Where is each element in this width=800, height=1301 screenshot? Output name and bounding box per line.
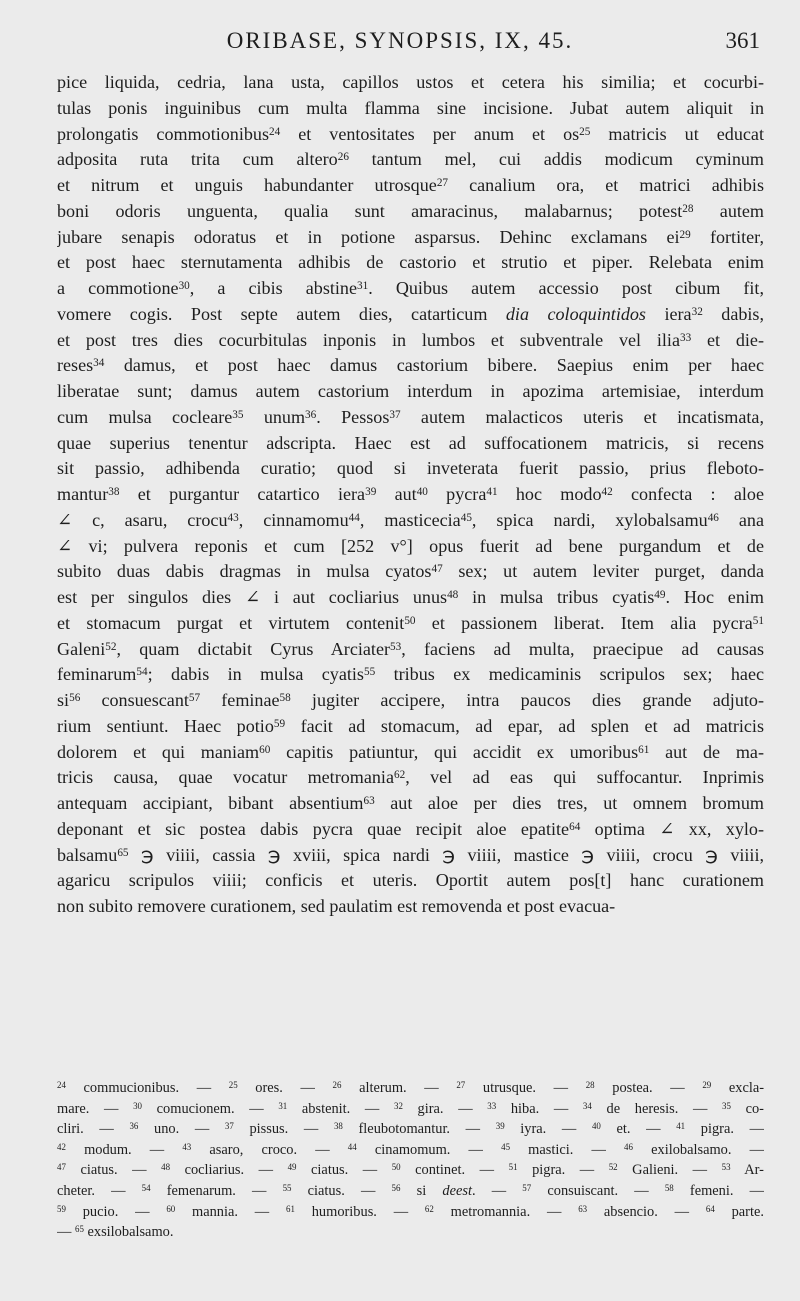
text-line: et stomacum purgat et virtutem contenit$^{50}$ et passionem liberat. Item alia pycra$^{51}$ bbox=[57, 612, 764, 633]
text-line: quae superius tenentur adscripta. Haec est ad suffocationem matricis, si recens bbox=[57, 432, 764, 453]
running-head: ORIBASE, SYNOPSIS, IX, 45. bbox=[226, 28, 574, 53]
text-line: sit passio, adhibenda curatio; quod si inveterata fuerit passio, prius fleboto- bbox=[57, 458, 764, 479]
text-line: et post haec sternutamenta adhibis de castorio et strutio et piper. Relebata enim bbox=[57, 252, 764, 273]
text-line: et post tres dies cocurbitulas inponis in lumbos et subventrale vel ilia$^{33}$ et die- bbox=[57, 329, 764, 350]
text-line: feminarum$^{54}$; dabis in mulsa cyatis$^{55}$ tribus ex medicaminis scripulos sex; haec bbox=[57, 664, 764, 685]
text-line: balsamu$^{65}$ ℈ viiii, cassia ℈ xviii, spica nardi ℈ viiii, mastice ℈ viiii, crocu ℈ viiii, bbox=[57, 844, 764, 865]
text-line: pice liquida, cedria, lana usta, capillos ustos et cetera his similia; et cocurbi- bbox=[57, 72, 764, 92]
footnotes-apparatus bbox=[57, 1078, 764, 1243]
footnote-line: mare. — $^{30}$ comucionem. — $^{31}$ abstenit. — $^{32}$ gira. — $^{33}$ hiba. — $^{34}$ de heresis. — $^{35}$ co- bbox=[57, 1100, 764, 1117]
text-line: ∠ vi; pulvera reponis et cum [252 v°] opus fuerit ad bene purgandum et de bbox=[57, 535, 764, 556]
text-line: deponant et sic postea dabis pycra quae recipit aloe epatite$^{64}$ optima ∠ xx, xylo- bbox=[57, 818, 764, 839]
text-line: jubare senapis odoratus et in potione asparsus. Dehinc exclamans $ei^{29}$ fortiter, bbox=[57, 226, 764, 247]
text-line: subito duas dabis dragmas in mulsa cyatos$^{47}$ sex; ut autem leviter purget, danda bbox=[57, 561, 764, 582]
footnote-line: cliri. — $^{36}$ uno. — $^{37}$ pissus. — $^{38}$ fleubotomantur. — $^{39}$ iyra. — $^{40}$ et. — $^{41}$ pigra. — bbox=[57, 1121, 764, 1138]
text-line: adposita ruta trita cum altero$^{26}$ tantum mel, cui addis modicum cyminum bbox=[57, 149, 764, 170]
text-line: non subito removere curationem, sed paulatim est removenda et post evacua- bbox=[57, 896, 616, 916]
text-line: cum mulsa cocleare$^{35}$ unum$^{36}$. Pessos$^{37}$ autem malacticos uteris et incatismata, bbox=[57, 406, 764, 427]
text-line: a commotione$^{30}$, a cibis abstine$^{31}$. Quibus autem accessio post cibum fit, bbox=[57, 278, 764, 298]
text-line: tricis causa, quae vocatur metromania$^{62}$, vel ad eas qui suffocantur. Inprimis bbox=[57, 767, 764, 788]
text-line: $si^{56}$ consuescant$^{57}$ feminae$^{58}$ jugiter accipere, intra paucos dies grande adjuto- bbox=[57, 690, 764, 710]
footnote-line: $^{42}$ modum. — $^{43}$ asaro, croco. — $^{44}$ cinamomum. — $^{45}$ mastici. — $^{46}$ exilobalsamo. — bbox=[57, 1141, 764, 1158]
text-line: rium sentiunt. Haec potio$^{59}$ facit ad stomacum, ad epar, ad splen et ad matricis bbox=[57, 715, 764, 736]
footnote-line: — $^{65}$ exsilobalsamo. bbox=[57, 1224, 174, 1241]
page-number: 361 bbox=[725, 28, 760, 53]
main-text-body bbox=[57, 70, 764, 920]
text-line: agaricu scripulos viiii; conficis et uteris. Oportit autem pos[t] hanc curationem bbox=[57, 870, 764, 891]
text-line: et nitrum et unguis habundanter utrosque$^{27}$ canalium ora, et matrici adhibis bbox=[57, 175, 764, 195]
footnote-line: $^{59}$ pucio. — $^{60}$ mannia. — $^{61}$ humoribus. — $^{62}$ metromannia. — $^{63}$ absencio. — $^{64}$ parte. bbox=[57, 1203, 764, 1220]
text-line: liberatae sunt; damus autem castorium interdum in apozima artemisiae, interdum bbox=[57, 381, 764, 401]
text-line: mantur$^{38}$ et purgantur catartico iera$^{39}$ aut$^{40}$ pycra$^{41}$ hoc modo$^{42}$ confecta : aloe bbox=[57, 484, 764, 504]
text-line: Galeni$^{52}$, quam dictabit Cyrus Arciater$^{53}$, faciens ad multa, praecipue ad causas bbox=[57, 638, 764, 659]
footnote-line: cheter. — $^{54}$ femenarum. — $^{55}$ ciatus. — $^{56}$ si deest. — $^{57}$ consuiscant. — $^{58}$ femeni. — bbox=[57, 1182, 764, 1199]
text-line: antequam accipiant, bibant absentium$^{63}$ aut aloe per dies tres, ut omnem bromum bbox=[57, 793, 764, 813]
text-line: est per singulos dies ∠ i aut cocliarius unus$^{48}$ in mulsa tribus cyatis$^{49}$. Hoc enim bbox=[57, 587, 764, 607]
page-header bbox=[0, 24, 800, 64]
text-line: tulas ponis inguinibus cum multa flamma sine incisione. Jubat autem aliquit in bbox=[57, 97, 764, 118]
text-line: prolongatis commotionibus$^{24}$ et ventositates per anum et $os^{25}$ matricis ut educat bbox=[57, 123, 764, 144]
footnote-line: $^{47}$ ciatus. — $^{48}$ cocliarius. — $^{49}$ ciatus. — $^{50}$ continet. — $^{51}$ pigra. — $^{52}$ Galieni. — $^{53}$ Ar- bbox=[57, 1162, 764, 1179]
text-line: ∠ c, asaru, crocu$^{43}$, cinnamomu$^{44}$, masticecia$^{45}$, spica nardi, xylobalsamu$^{46}$ ana bbox=[57, 509, 764, 530]
text-line: reses$^{34}$ damus, et post haec damus castorium bibere. Saepius enim per haec bbox=[57, 355, 764, 376]
text-line: dolorem et qui maniam$^{60}$ capitis patiuntur, qui accidit ex umoribus$^{61}$ aut de ma- bbox=[57, 741, 764, 762]
footnote-line: $^{24}$ commucionibus. — $^{25}$ ores. — $^{26}$ alterum. — $^{27}$ utrusque. — $^{28}$ postea. — $^{29}$ excla- bbox=[57, 1079, 764, 1096]
text-line: vomere cogis. Post septe autem dies, catarticum dia coloquintidos iera$^{32}$ dabis, bbox=[57, 303, 764, 324]
text-line: boni odoris unguenta, qualia sunt amaracinus, malabarnus; potest$^{28}$ autem bbox=[57, 200, 764, 221]
